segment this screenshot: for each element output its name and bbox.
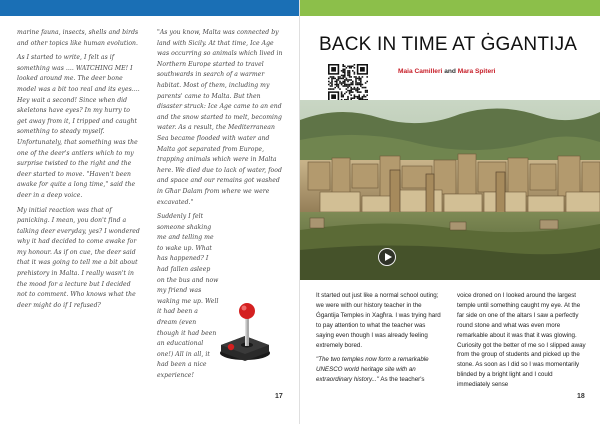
right-col1-paragraph-1: It started out just like a normal school outing; we were with our history teacher in the Ġgantija Temples in Xagħra. I was trying hard to pay attention to what the teacher was saying even though I was already feeling extremely bored. [316, 292, 441, 349]
teacher-quote: "The two temples now form a remarkable UNESCO world heritage site with an extraordinary history..." [316, 356, 429, 384]
joystick-icon [217, 300, 273, 362]
right-col2-paragraph-1: voice droned on I looked around the largest temple until something caught my eye. At the far side on one of the altars I saw a perfectly round stone and what was even more remarkable about it was that it was glowing. Curiosity got the better of me so I slipped away from the group of students and picked up the stone. As soon as I did so I was momentarily blinded by a bright light and I could immediately sense [457, 292, 586, 389]
article-title: BACK IN TIME AT ĠGANTIJA [319, 34, 578, 55]
right-col1-paragraph-2-rest: As the teacher's [380, 376, 425, 384]
left-col1-paragraph-2: As I started to write, I felt as if something was .... WATCHING ME! I looked around me. The deer bone model was a bit too real and its eyes.... Hey wait a second! Since when did skeletons have eyes? In my hurry to get away from it, I tripped and caught something to steady myself. Unfortunately, that something was the one of the deer's antlers which to my surprise twisted to the right and the deer started to move. "Haven't been awake for quite a long time," said the deer in a deep voice. [17, 54, 140, 199]
qr-code[interactable] [328, 64, 368, 102]
right-col1-paragraph-2 [316, 355, 444, 385]
author-1: Maia Camilleri [398, 68, 443, 75]
temple-photo [300, 100, 600, 280]
right-column-2 [457, 291, 587, 395]
author-conjunction: and [444, 68, 456, 75]
left-col1-paragraph-1: marine fauna, insects, shells and birds and other topics like human evolution. [17, 29, 139, 47]
article-authors [398, 68, 496, 75]
page-number-left: 17 [275, 393, 283, 400]
left-column-1 [17, 28, 140, 315]
author-2: Mara Spiteri [457, 68, 496, 75]
left-col2-paragraph-2: Suddenly I felt someone shaking me and telling me to wake up. What has happened? I had fallen asleep on the bus and now my friend was waking me up. Well it had been a dream (even though it had been an educational one!) All in all, it had been a nice experience! [157, 213, 219, 379]
right-page-color-band [300, 0, 600, 16]
left-col2-paragraph-1: "As you know, Malta was connected by land with Sicily. At that time, Ice Age was occurring so animals which lived in Northern Europe started to travel southwards in search of a warmer habitat. Most of them, including my parents' came to Malta. But then disaster struck: Ice Age came to an end and the snow started to melt, becoming water. As a result, the Mediterranean Sea became flooded with water and Malta got separated from Europe, trapping animals which were in Malta here. We died due to lack of water, food and space and our remains got washed in Għar Dalam from where we were excavated." [157, 29, 283, 206]
play-icon[interactable] [378, 248, 396, 266]
page-number-right: 18 [577, 393, 585, 400]
left-page-color-band [0, 0, 300, 16]
left-col1-paragraph-3: My initial reaction was that of panicking. I mean, you don't find a talking deer everyday, yes? I wondered why it had decided to come awake for my honour. As if on cue, the deer said that it was going to tell me a bit about prehistory in Malta. I really wasn't in the mood for a lecture but I decided not to comment. Who knows what the deer might do if I refused? [17, 206, 140, 309]
right-column-1 [316, 291, 444, 390]
